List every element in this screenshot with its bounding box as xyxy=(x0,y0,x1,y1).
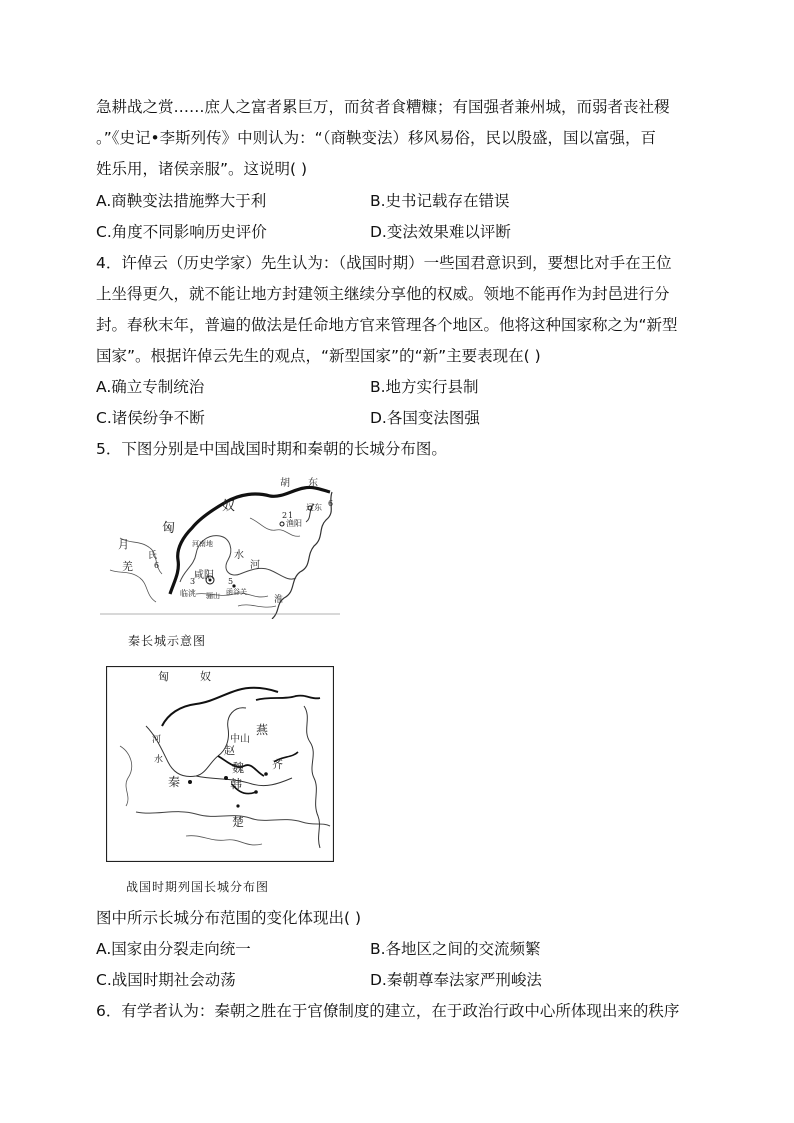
q4-line-2: 上坐得更久，就不能让地方封建领主继续分享他的权威。领地不能再作为封邑进行分 xyxy=(96,285,670,303)
map1-label-n6b: 6 xyxy=(328,499,334,508)
map1-label-n5: 5 xyxy=(228,577,234,586)
map1-label-n3: 3 xyxy=(190,577,196,586)
map1-caption: 秦长城示意图 xyxy=(128,634,207,648)
q5-intro: 5．下图分别是中国战国时期和秦朝的长城分布图。 xyxy=(96,440,447,458)
map2-label-shui: 水 xyxy=(154,755,164,765)
map2-label-xiong: 匈 xyxy=(158,670,169,683)
map1-label-dong: 东 xyxy=(308,478,318,489)
q3-option-b: B.史书记载存在错误 xyxy=(370,192,510,210)
map1-label-huai: 淮 xyxy=(274,595,284,605)
map1-label-qiang: 羌 xyxy=(122,560,133,573)
q4-line-3: 封。春秋末年，普遍的做法是任命地方官来管理各个地区。他将这种国家称之为“新型 xyxy=(96,316,678,334)
q6-line-1: 6．有学者认为：秦朝之胜在于官僚制度的建立，在于政治行政中心所体现出来的秩序 xyxy=(96,1002,680,1020)
map1-label-yue: 月 xyxy=(118,538,129,551)
q5-option-d: D.秦朝尊奉法家严刑峻法 xyxy=(370,971,542,989)
q3-option-c: C.角度不同影响历史评价 xyxy=(96,223,267,241)
map1-label-shui: 水 xyxy=(234,550,244,561)
map1-label-nu: 奴 xyxy=(222,499,236,514)
q4-option-c: C.诸侯纷争不断 xyxy=(96,409,205,427)
map2-caption: 战国时期列国长城分布图 xyxy=(126,880,270,894)
q5-option-a: A.国家由分裂走向统一 xyxy=(96,940,251,958)
q3-line-3: 姓乐用，诸侯亲服”。这说明( ) xyxy=(96,160,308,178)
q4-line-1: 4．许倬云（历史学家）先生认为：（战国时期）一些国君意识到，要想比对手在王位 xyxy=(96,254,672,272)
map1-label-he: 河 xyxy=(250,560,260,571)
map2-label-he: 河 xyxy=(152,735,162,745)
map2-label-yan: 燕 xyxy=(256,723,269,737)
q5-question: 图中所示长城分布范围的变化体现出( ) xyxy=(96,909,362,927)
map1-label-hu: 胡 xyxy=(280,478,290,489)
map1-label-xiong: 匈 xyxy=(162,521,176,536)
q4-option-a: A.确立专制统治 xyxy=(96,378,205,396)
q3-line-2: 。”《史记•李斯列传》中则认为：“（商鞅变法）移风易俗，民以殷盛，国以富强，百 xyxy=(96,129,656,147)
q4-option-b: B.地方实行县制 xyxy=(370,378,479,396)
q5-option-b: B.各地区之间的交流频繁 xyxy=(370,940,541,958)
map1-label-liaodong: 辽东 xyxy=(306,503,322,512)
q4-line-4: 国家”。根据许倬云先生的观点，“新型国家”的“新”主要表现在( ) xyxy=(96,347,541,365)
q4-option-d: D.各国变法图强 xyxy=(370,409,480,427)
map1-label-lishan: 骊山 xyxy=(206,592,220,600)
warring-states-walls-map xyxy=(106,666,334,862)
map1-label-henan: 河南地 xyxy=(192,540,213,548)
map2-label-chu: 楚 xyxy=(232,815,245,829)
map2-label-qin: 秦 xyxy=(168,775,181,789)
map1-label-lintao: 临洮 xyxy=(180,589,196,598)
map2-label-wei: 魏 xyxy=(232,761,245,775)
map1-label-n1: 1 xyxy=(288,511,294,520)
map2-label-zhao: 赵 xyxy=(224,744,235,757)
map1-label-zhi: 氏 xyxy=(148,551,158,561)
map1-label-n2: 2 xyxy=(282,511,288,520)
map1-label-han: 函谷关 xyxy=(226,588,247,596)
map2-label-qi: 齐 xyxy=(272,758,283,771)
map2-label-han: 韩 xyxy=(230,777,243,791)
map1-label-xianyang: 咸阳 xyxy=(194,570,214,581)
q5-option-c: C.战国时期社会动荡 xyxy=(96,971,236,989)
map1-label-n6: 6 xyxy=(154,561,160,570)
qin-great-wall-map xyxy=(100,474,340,619)
map1-label-yuyang: 渔阳 xyxy=(286,519,302,528)
map2-label-nu: 奴 xyxy=(200,670,211,683)
map2-label-zhongshan: 中山 xyxy=(230,734,250,745)
q3-option-a: A.商鞅变法措施弊大于利 xyxy=(96,192,267,210)
q3-option-d: D.变法效果难以评断 xyxy=(370,223,511,241)
q3-line-1: 急耕战之赏……庶人之富者累巨万，而贫者食糟糠；有国强者兼州城，而弱者丧社稷 xyxy=(96,98,670,116)
